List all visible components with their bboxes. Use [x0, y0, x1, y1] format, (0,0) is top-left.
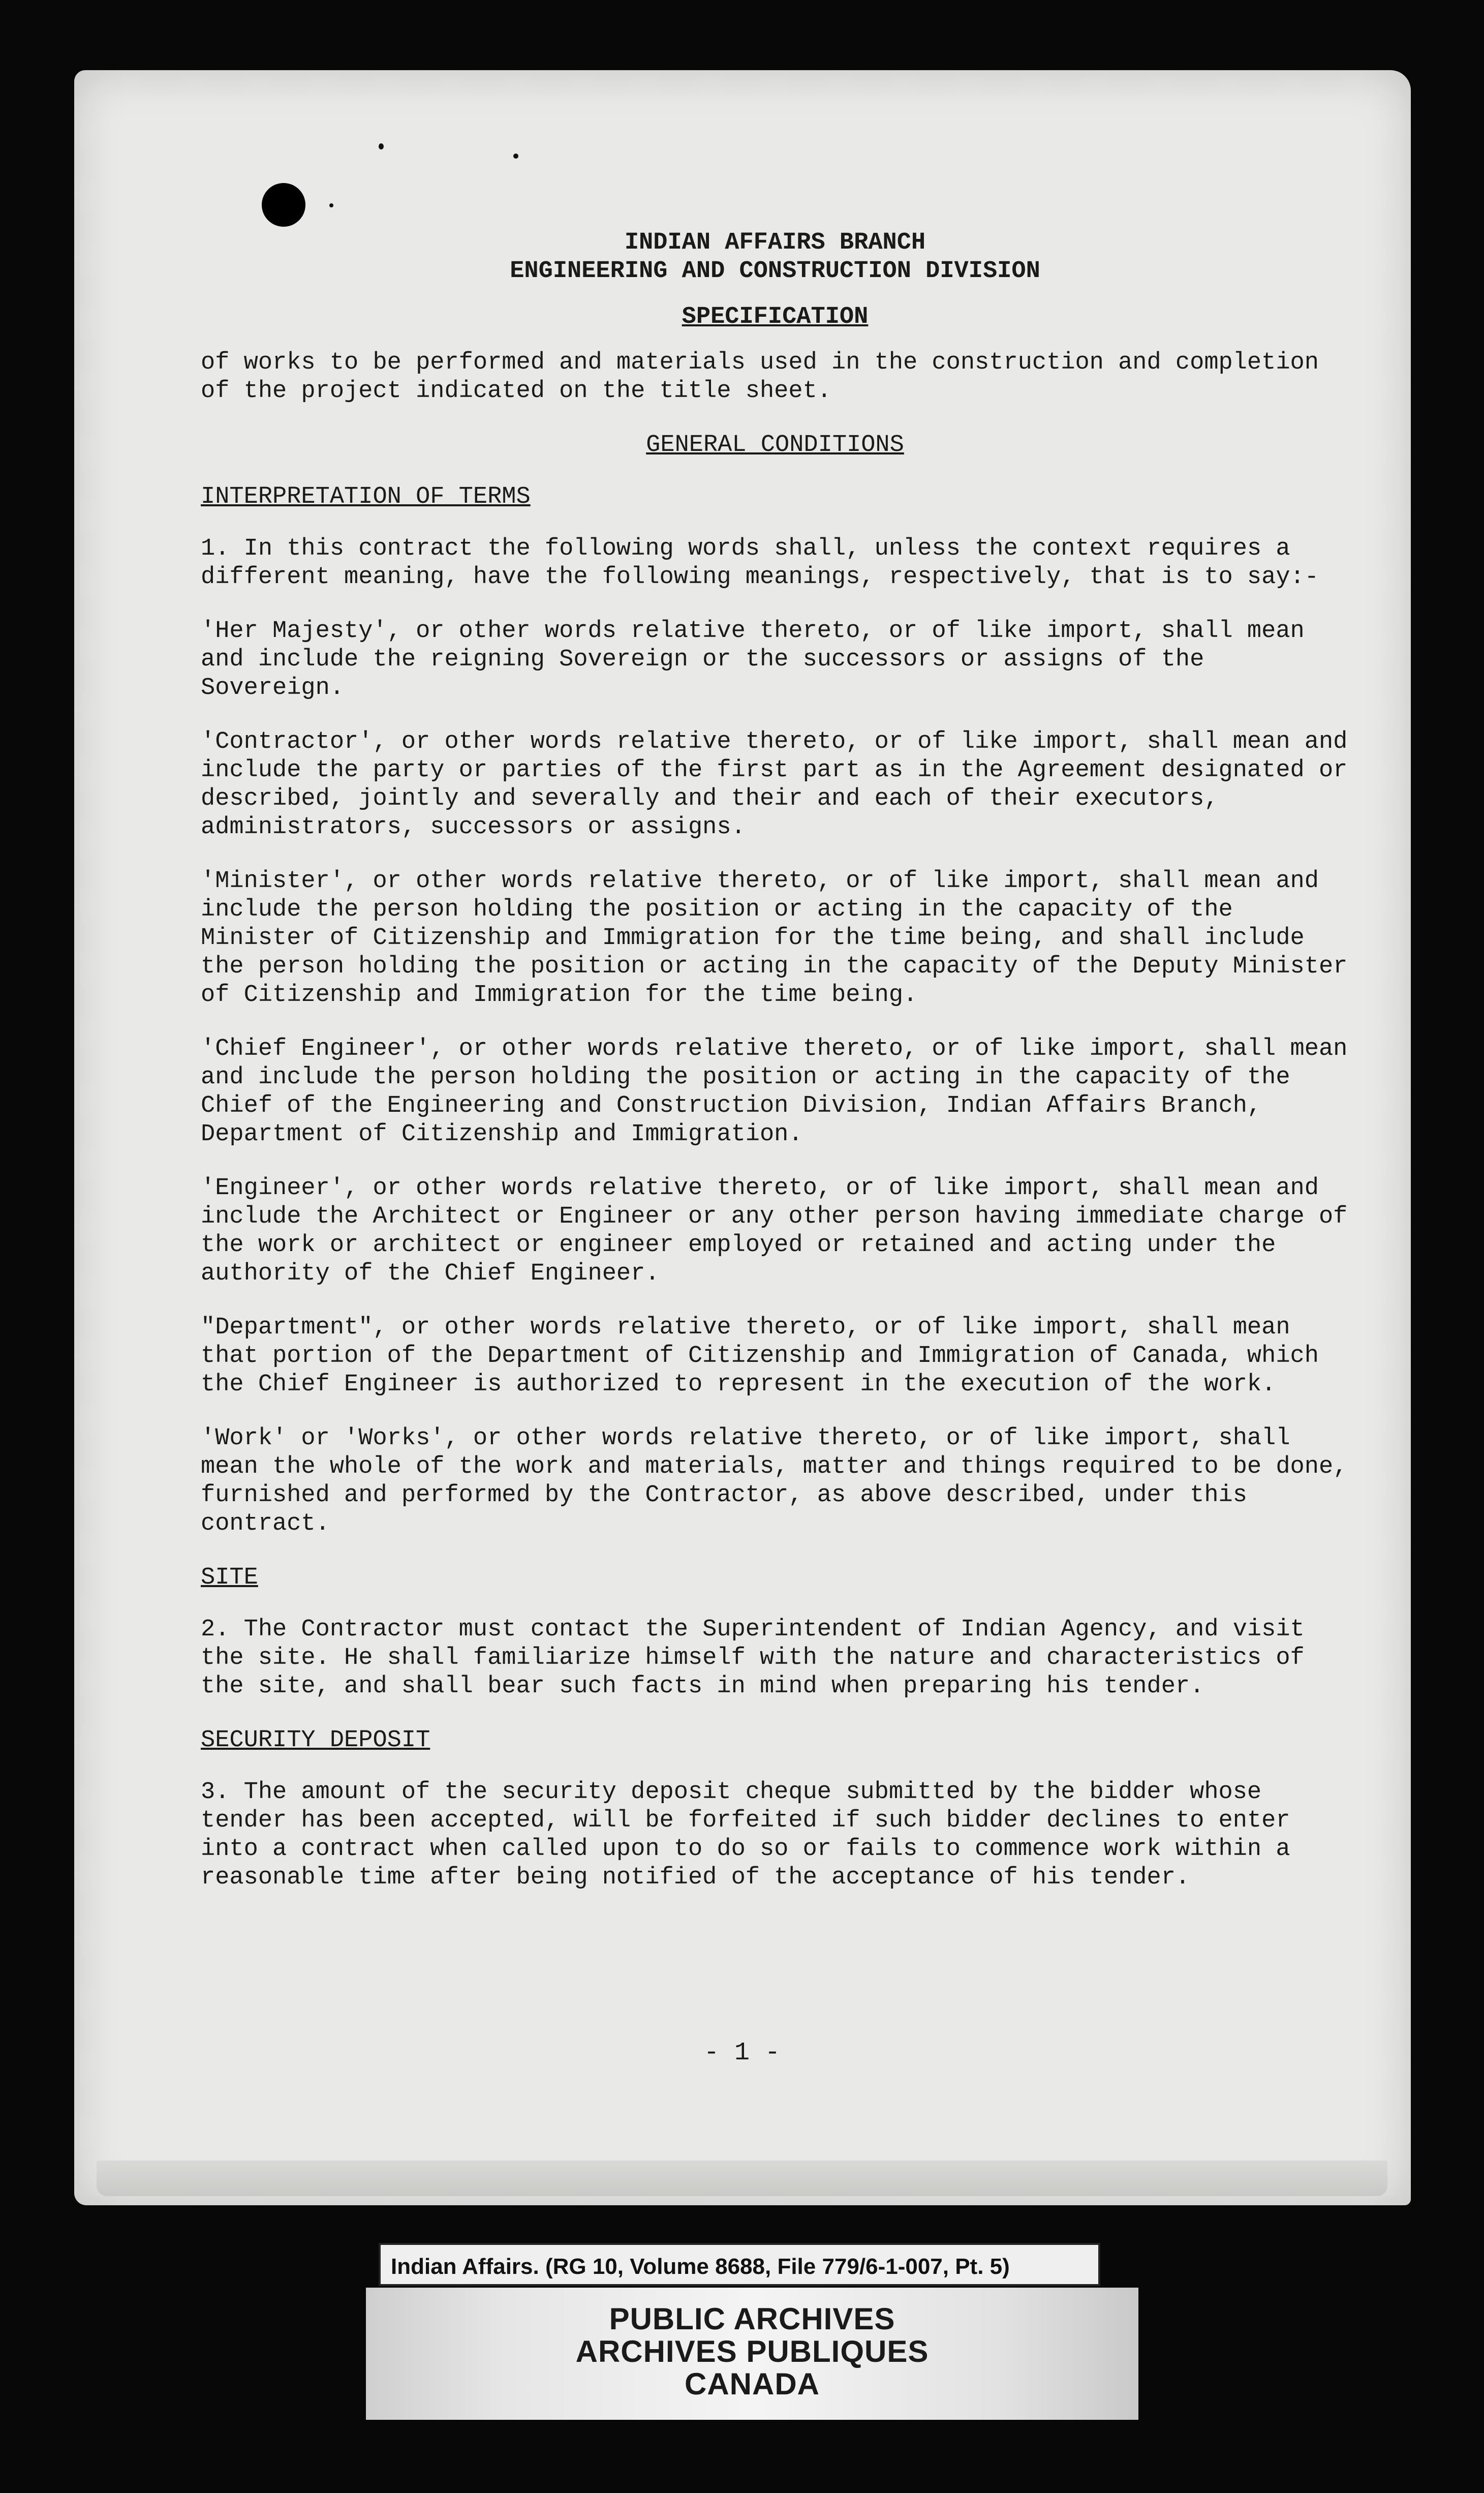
page-number: - 1 -	[703, 2039, 781, 2068]
definition-contractor: 'Contractor', or other words relative thereto, or of like import, shall mean and include the party or parties of the first part as in the Agreement designated or described, jointly and severally and their and each of their executors, administrators, successors or assigns.	[201, 728, 1348, 841]
interpretation-heading: INTERPRETATION OF TERMS	[201, 483, 531, 510]
security-deposit-heading: SECURITY DEPOSIT	[201, 1727, 430, 1754]
definition-chief-engineer: 'Chief Engineer', or other words relative thereto, or of like import, shall mean and include the person holding the position or acting in the capacity of the Chief of the Engineering and Construction Division, Indian Affairs Branch, Department of Citizenship and Immigration.	[201, 1036, 1348, 1148]
general-conditions-heading: GENERAL CONDITIONS	[646, 432, 904, 459]
document-body	[201, 229, 1349, 1918]
speck	[513, 154, 518, 159]
speck	[329, 203, 333, 207]
stamp-line-3: CANADA	[685, 2367, 820, 2401]
archive-reference-label: Indian Affairs. (RG 10, Volume 8688, File 779/6-1-007, Pt. 5)	[379, 2243, 1100, 2286]
specification-title: SPECIFICATION	[682, 303, 869, 330]
definition-minister: 'Minister', or other words relative thereto, or of like import, shall mean and include the person holding the position or acting in the capacity of the Minister of Citizenship and Immigration for the time being, and shall include the person holding the position or acting in the capacity of the Deputy Minister of Citizenship and Immigration for the time being.	[201, 868, 1348, 1009]
archives-stamp	[366, 2288, 1138, 2420]
clause-2: 2. The Contractor must contact the Superintendent of Indian Agency, and visit the site. He shall familiarize himself with the nature and characteristics of the site, and shall bear such facts in mind when preparing his tender.	[201, 1616, 1305, 1700]
speck	[379, 143, 384, 149]
paper-edge	[97, 2161, 1387, 2196]
stamp-line-1: PUBLIC ARCHIVES	[609, 2302, 895, 2336]
stamp-line-2: ARCHIVES PUBLIQUES	[575, 2334, 929, 2368]
punch-hole	[262, 183, 305, 227]
definition-department: "Department", or other words relative thereto, or of like import, shall mean that portion of the Department of Citizenship and Immigration of Canada, which the Chief Engineer is authorized to represent in the execution of the work.	[201, 1314, 1319, 1398]
site-heading: SITE	[201, 1564, 258, 1591]
header-line-2: ENGINEERING AND CONSTRUCTION DIVISION	[510, 258, 1040, 285]
clause-3: 3. The amount of the security deposit cheque submitted by the bidder whose tender has been accepted, will be forfeited if such bidder declines to enter into a contract when called upon to do so or fails to commence work within a reasonable time after being notified of the acceptance of his tender.	[201, 1779, 1290, 1891]
definition-engineer: 'Engineer', or other words relative thereto, or of like import, shall mean and include the Architect or Engineer or any other person having immediate charge of the work or architect or engineer employed or retained and acting under the authority of the Chief Engineer.	[201, 1175, 1348, 1287]
header-line-1: INDIAN AFFAIRS BRANCH	[624, 229, 926, 256]
intro-paragraph: of works to be performed and materials used in the construction and completion of the project indicated on the title sheet.	[201, 349, 1319, 405]
clause-1: 1. In this contract the following words shall, unless the context requires a different meaning, have the following meanings, respectively, that is to say:-	[201, 535, 1319, 591]
definition-work: 'Work' or 'Works', or other words relative thereto, or of like import, shall mean the whole of the work and materials, matter and things required to be done, furnished and performed by the Contractor, as above described, under this contract.	[201, 1425, 1348, 1537]
definition-her-majesty: 'Her Majesty', or other words relative thereto, or of like import, shall mean and include the reigning Sovereign or the successors or assigns of the Sovereign.	[201, 618, 1305, 702]
